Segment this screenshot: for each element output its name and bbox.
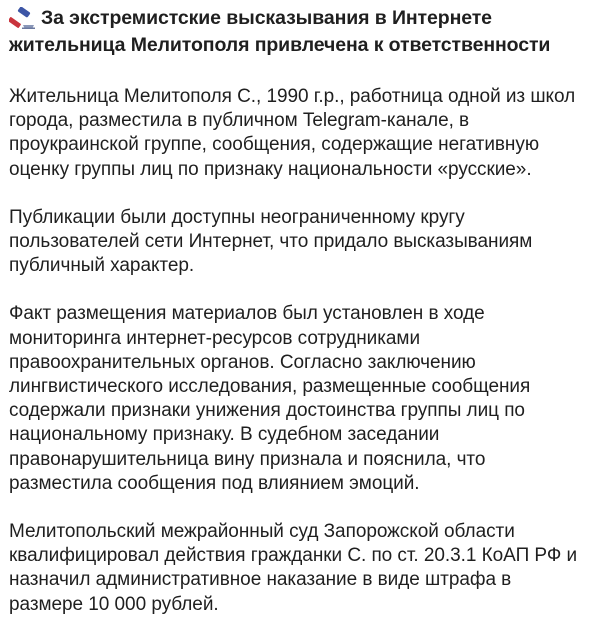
post-paragraph-1: Жительница Мелитополя С., 1990 г.р., работница одной из школ города, разместила в публичном Telegram-канале, в проукраинской группе, сообщения, содержащие негативную оценку группы лиц по признаку национальности «русские».	[9, 86, 576, 180]
post-paragraph-2: Публикации были доступны неограниченному кругу пользователей сети Интернет, что придало высказываниям публичный характер.	[9, 206, 533, 277]
post-headline: За экстремистские высказывания в Интернете жительница Мелитополя привлечена к ответственности	[9, 7, 551, 56]
gavel-icon	[9, 7, 35, 29]
post-paragraph-4: Мелитопольский межрайонный суд Запорожской области квалифицировал действия гражданки С. по ст. 20.3.1 КоАП РФ и назначил административное наказание в виде штрафа в размере 10 000 рублей.	[9, 521, 578, 615]
post-header	[9, 5, 589, 59]
post-paragraph-3: Факт размещения материалов был установлен в ходе мониторинга интернет-ресурсов сотрудниками правоохранительных органов. Согласно заключению лингвистического исследования, размещенные сообщения содержали признаки унижения достоинства группы лиц по национальному признаку. В судебном заседании правонарушительница вину признала и пояснила, что разместила сообщения под влиянием эмоций.	[9, 303, 531, 494]
